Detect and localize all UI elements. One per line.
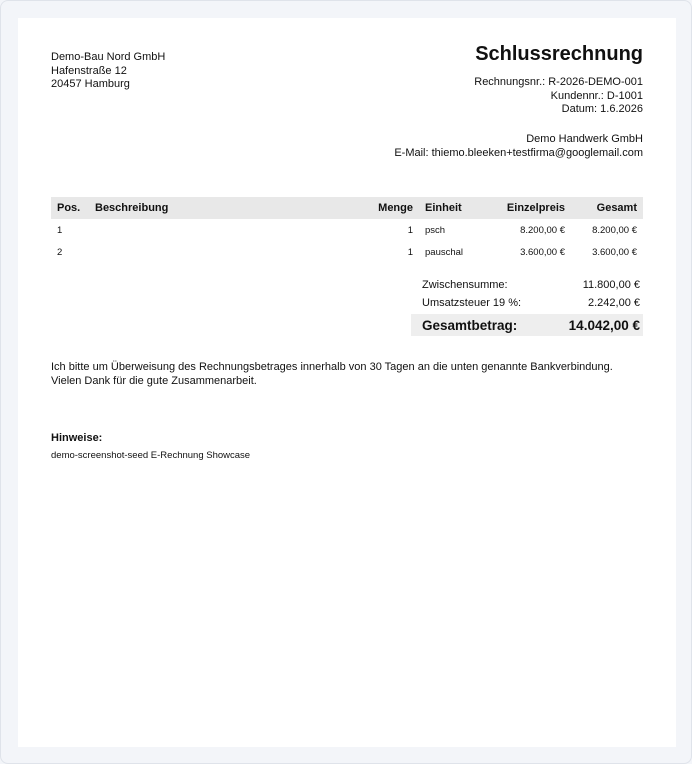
sender-street: Hafenstraße 12: [51, 64, 127, 77]
closing-text: [51, 361, 613, 388]
subtotal-value: 11.800,00 €: [582, 279, 640, 291]
grand-total-value: 14.042,00 €: [568, 317, 640, 333]
header-unit: Einheit: [419, 197, 489, 219]
table-row: [51, 241, 643, 263]
header-quantity: Menge: [359, 197, 419, 219]
invoice-title: Schlussrechnung: [475, 43, 643, 65]
subtotal-label: Zwischensumme:: [422, 279, 508, 291]
recipient-name: Demo Handwerk GmbH: [526, 133, 643, 145]
cell-description: [89, 241, 359, 263]
cell-quantity: 1: [407, 246, 413, 258]
invoice-number: Rechnungsnr.: R-2026-DEMO-001: [474, 76, 643, 88]
totals-block: [411, 276, 643, 336]
cell-unit: psch: [425, 224, 446, 236]
grand-total-label: Gesamtbetrag:: [422, 317, 518, 333]
closing-line-1: Ich bitte um Überweisung des Rechnungsbetrages innerhalb von 30 Tagen an die unten genannte Bankverbindung.: [51, 361, 613, 373]
table-row: [51, 219, 643, 241]
header-unit-price: Einzelpreis: [489, 197, 571, 219]
notes-text: demo-screenshot-seed E-Rechnung Showcase: [51, 450, 251, 461]
invoice-page: [18, 18, 676, 747]
tax-label: Umsatzsteuer 19 %:: [422, 297, 522, 309]
sender-address: [51, 51, 165, 92]
cell-total: 8.200,00 €: [592, 224, 637, 236]
cell-quantity: 1: [407, 224, 413, 236]
recipient-email: E-Mail: thiemo.bleeken+testfirma@googlemail.com: [394, 146, 643, 159]
tax-row: [411, 294, 643, 312]
cell-unit: pauschal: [425, 246, 464, 258]
sender-name: Demo-Bau Nord GmbH: [51, 51, 166, 63]
invoice-date: Datum: 1.6.2026: [561, 103, 643, 115]
header-total: Gesamt: [571, 197, 643, 219]
cell-description: [89, 219, 359, 241]
header-description: Beschreibung: [89, 197, 359, 219]
notes-title: Hinweise:: [51, 432, 103, 444]
cell-unit-price: 8.200,00 €: [520, 224, 565, 236]
closing-line-2: Vielen Dank für die gute Zusammenarbeit.: [51, 374, 257, 387]
cell-pos: 1: [57, 224, 63, 236]
line-items-table: [51, 197, 643, 263]
table-header-row: [51, 197, 643, 219]
grand-total-row: [411, 314, 643, 336]
invoice-meta: [474, 76, 643, 117]
cell-total: 3.600,00 €: [592, 246, 637, 258]
tax-value: 2.242,00 €: [588, 297, 640, 309]
subtotal-row: [411, 276, 643, 294]
sender-city: 20457 Hamburg: [51, 78, 130, 90]
header-pos: Pos.: [51, 197, 89, 219]
customer-number: Kundennr.: D-1001: [550, 89, 643, 102]
cell-pos: 2: [57, 246, 63, 258]
recipient-block: [394, 133, 643, 160]
cell-unit-price: 3.600,00 €: [520, 246, 565, 258]
